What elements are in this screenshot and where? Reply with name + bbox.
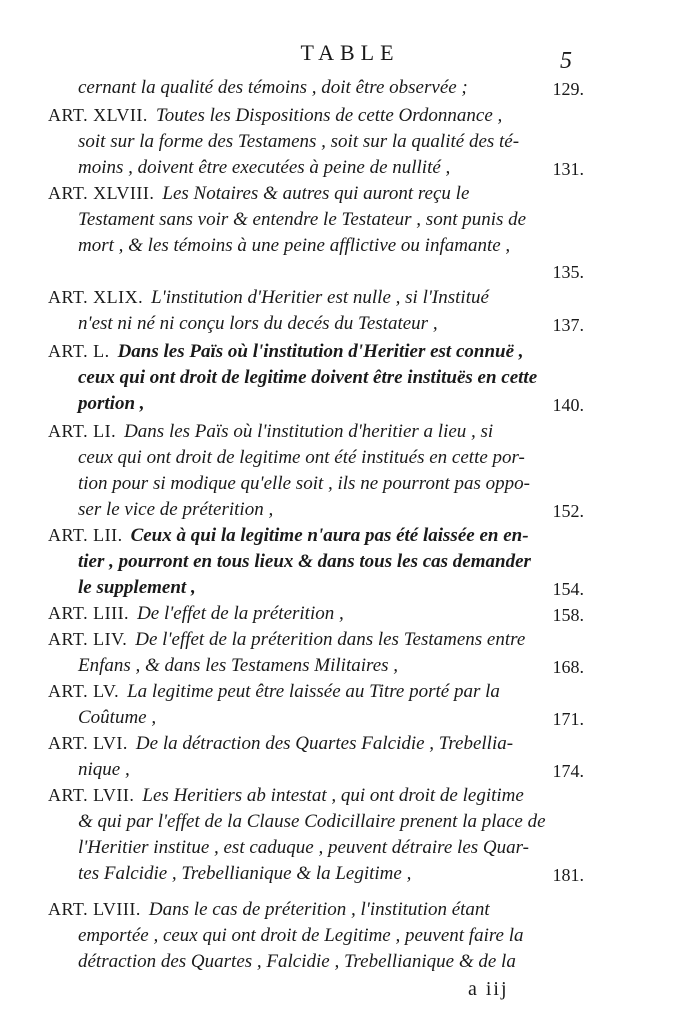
entry-text: De l'effet de la préterition dans les Testamens entre [135, 629, 526, 650]
entry-page-ref: 135. [552, 262, 584, 282]
article-label: ART. LIII. [48, 603, 130, 623]
entry-first-line [48, 184, 469, 203]
page-number: 5 [560, 48, 572, 74]
entry-text: De l'effet de la préterition , [137, 603, 344, 624]
article-label: ART. LVII. [48, 785, 135, 805]
entry-line: emportée , ceux qui ont droit de Legitime , peuvent faire la [78, 925, 524, 946]
article-label: ART. LII. [48, 525, 123, 545]
entry-text: Ceux à qui la legitime n'aura pas été laissée en en- [130, 525, 529, 546]
entry-text: L'institution d'Heritier est nulle , si l'Institué [151, 287, 489, 308]
entry-page-ref: 174. [552, 761, 584, 781]
entry-line: ceux qui ont droit de legitime ont été institués en cette por- [78, 447, 525, 468]
entry-first-line [48, 900, 490, 919]
entry-line: nique , [78, 759, 130, 780]
entry-page-ref: 168. [552, 657, 584, 677]
entry-first-line [48, 682, 500, 701]
article-label: ART. LV. [48, 681, 120, 701]
entry-page-ref: 158. [552, 605, 584, 625]
entry-page-ref: 171. [552, 709, 584, 729]
entry-text: Dans les Païs où l'institution d'Heritier est connuë , [117, 341, 524, 362]
entry-line: tes Falcidie , Trebellianique & la Legitime , [78, 863, 412, 884]
entry-line: n'est ni né ni conçu lors du decés du Testateur , [78, 313, 438, 334]
entry-line: l'Heritier institue , est caduque , peuvent détraire les Quar- [78, 837, 529, 858]
entry-line: portion , [78, 393, 145, 414]
entry-first-line [48, 786, 524, 805]
entry-line: tier , pourront en tous lieux & dans tous les cas demander [78, 551, 531, 572]
article-label: ART. XLIX. [48, 287, 144, 307]
entry-text: Dans les Païs où l'institution d'heritier a lieu , si [124, 421, 494, 442]
entry-first-line [48, 526, 529, 545]
entry-line: tion pour si modique qu'elle soit , ils ne pourront pas oppo- [78, 473, 530, 494]
entry-line: soit sur la forme des Testamens , soit sur la qualité des té- [78, 131, 520, 152]
entry-first-line [48, 604, 344, 623]
entry-line: Enfans , & dans les Testamens Militaires , [78, 655, 399, 676]
entry-text: La legitime peut être laissée au Titre porté par la [127, 681, 500, 702]
running-head: TABLE [300, 40, 400, 65]
entry-line: mort , & les témoins à une peine afflictive ou infamante , [78, 235, 511, 256]
entry-line: moins , doivent être executées à peine de nullité , [78, 157, 451, 178]
article-label: ART. XLVII. [48, 105, 148, 125]
entry-page-ref: 181. [552, 865, 584, 885]
entry-first-line [48, 342, 524, 361]
article-label: ART. LVIII. [48, 899, 141, 919]
entry-line: cernant la qualité des témoins , doit être observée ; [78, 77, 468, 98]
entry-text: De la détraction des Quartes Falcidie , Trebellia- [135, 733, 514, 754]
entry-first-line [48, 630, 525, 649]
entry-line: ceux qui ont droit de legitime doivent être instituës en cette [78, 367, 538, 388]
entry-text: Toutes les Dispositions de cette Ordonnance , [155, 105, 503, 126]
entry-page-ref: 137. [552, 315, 584, 335]
entry-text: Les Heritiers ab intestat , qui ont droit de legitime [142, 785, 524, 806]
entry-first-line [48, 288, 489, 307]
entry-text: Les Notaires & autres qui auront reçu le [162, 183, 470, 204]
entry-line: le supplement , [78, 577, 196, 598]
entry-page-ref: 152. [552, 501, 584, 521]
entry-line: Coûtume , [78, 707, 157, 728]
entry-page-ref: 140. [552, 395, 584, 415]
article-label: ART. L. [48, 341, 110, 361]
entry-page-ref: 154. [552, 579, 584, 599]
article-label: ART. LVI. [48, 733, 128, 753]
entry-line: Testament sans voir & entendre le Testateur , sont punis de [78, 209, 527, 230]
entry-line: ser le vice de préterition , [78, 499, 274, 520]
article-label: ART. XLVIII. [48, 183, 155, 203]
entry-page-ref: 131. [552, 159, 584, 179]
entry-page-ref: 129. [552, 79, 584, 99]
entry-line: détraction des Quartes , Falcidie , Trebellianique & de la [78, 951, 516, 972]
entry-first-line [48, 734, 513, 753]
article-label: ART. LIV. [48, 629, 128, 649]
entry-first-line [48, 106, 502, 125]
entry-first-line [48, 422, 493, 441]
entry-line: & qui par l'effet de la Clause Codicillaire prenent la place de [78, 811, 546, 832]
entry-text: Dans le cas de préterition , l'institution étant [148, 899, 490, 920]
signature-mark: a iij [468, 978, 509, 1000]
article-label: ART. LI. [48, 421, 117, 441]
